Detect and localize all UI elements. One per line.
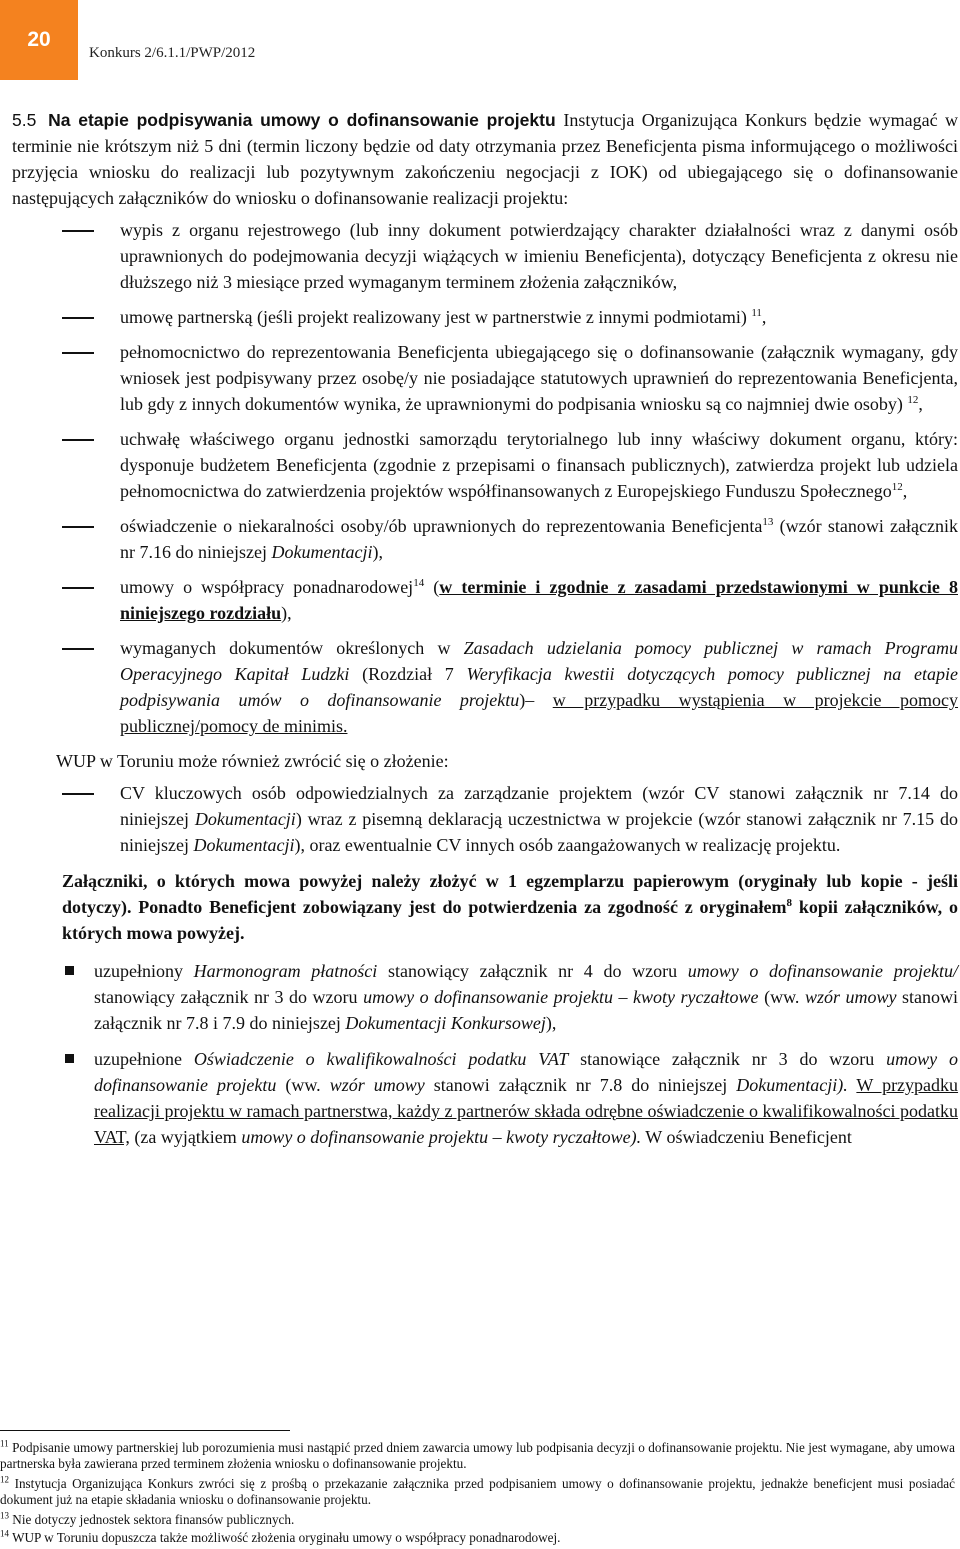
reference-link[interactable]: w terminie i zgodnie z zasadami przedstawionymi w punkcie 8 niniejszego rozdziału [120,577,958,623]
section-intro-text: Instytucja Organizująca Konkurs będzie wymagać w terminie nie krótszym niż 5 dni (termin liczony będzie od daty otrzymania przez Beneficjenta pisma informującego o możliwości przyjęcia wniosku do realizacji lub pozytywnym zakończeniu negocjacji z IOK) od ubiegającego się o dofinansowanie następujących załączników do wniosku o dofinansowanie realizacji projektu: [12,110,958,208]
footnote-ref[interactable]: 11 [751,307,762,319]
list-item: uchwałę właściwego organu jednostki samorządu terytorialnego lub inny właściwy dokument organu, który: dysponuje budżetem Beneficjenta (zgodnie z przepisami o finansach publicznych), zatwierdza projekt lub udziela pełnomocnictwa do zatwierdzenia projektów współfinansowanych z Europejskiego Funduszu Społecznego$^{12}$, [120,429,958,501]
footnote-ref[interactable]: 14 [413,577,425,589]
square-bullet-icon [65,966,74,975]
footnote-divider [0,1430,290,1431]
footnote-ref[interactable]: 12 [907,394,919,406]
document-header-title: Konkurs 2/6.1.1/PWP/2012 [89,45,256,61]
page-number-badge [0,0,78,80]
wup-intro: WUP w Toruniu może również zwrócić się o złożenie: [56,751,449,771]
footnote-ref[interactable]: 13 [762,516,774,528]
footnote-11: $^{11}$ Podpisanie umowy partnerskiej lub porozumienia musi nastąpić przed dniem zawarcia umowy lub podpisania decyzji o dofinansowanie projektu. Nie jest wymagane, aby umowa partnerska była zawierana przed terminem złożenia wniosku o dofinansowanie projektu. [0,1438,956,1471]
square-bullet-list [62,958,958,1150]
list-item: oświadczenie o niekaralności osoby/ób uprawnionych do reprezentowania Beneficjenta$^{13}$ (wzór stanowi załącznik nr 7.16 do niniejszej Dokumentacji), [120,516,959,562]
footnote-ref[interactable]: 12 [891,481,903,493]
list-item: uzupełniony Harmonogram płatności stanowiący załącznik nr 4 do wzoru umowy o dofinansowanie projektu/ stanowiący załącznik nr 3 do wzoru umowy o dofinansowanie projektu – kwoty ryczałtowe (ww. wzór umowy stanowi załącznik nr 7.8 i 7.9 do niniejszej Dokumentacji Konkursowej), [62,958,958,1036]
footnote-14: $^{14}$ WUP w Toruniu dopuszcza także możliwość złożenia oryginału umowy o współpracy ponadnarodowej. [0,1528,561,1545]
document-body [12,107,959,1160]
required-attachments-list [62,217,958,739]
list-item: umowę partnerską (jeśli projekt realizowany jest w partnerstwie z innymi podmiotami) $^{11}$, [120,307,767,327]
section-intro-bold: Na etapie podpisywania umowy o dofinansowanie projektu [48,110,556,130]
list-item: wypis z organu rejestrowego (lub inny dokument potwierdzający charakter działalności wraz z danymi osób uprawnionych do podejmowania decyzji wiążących w imieniu Beneficjenta), dotyczący Beneficjenta z okresu nie dłuższego niż 3 miesiące przed wymaganym terminem złożenia załączników, [120,220,958,292]
optional-attachments-list [62,780,958,858]
footnote-ref[interactable]: 8 [786,897,793,909]
list-item: umowy o współpracy ponadnarodowej$^{14}$ (w terminie i zgodnie z zasadami przedstawionymi w punkcie 8 niniejszego rozdziału), [120,577,958,623]
section-5-5-intro [12,107,958,211]
bold-paragraph: Załączniki, o których mowa powyżej należy złożyć w 1 egzemplarzu papierowym (oryginały lub kopie - jeśli dotyczy). Ponadto Beneficjent zobowiązany jest do potwierdzenia za zgodność z oryginałem$^8$ kopii załączników, o których mowa powyżej. [62,871,958,943]
footnote-12: $^{12}$ Instytucja Organizująca Konkurs zwróci się z prośbą o przekazanie załącznika przed podpisaniem umowy o dofinansowanie projektu, jednakże beneficjent musi posiadać dokument już na etapie składania wniosku o dofinansowanie projektu. [0,1474,956,1507]
list-item: wymaganych dokumentów określonych w Zasadach udzielania pomocy publicznej w ramach Programu Operacyjnego Kapitał Ludzki (Rozdział 7 Weryfikacja kwestii dotyczących pomocy publicznej na etapie podpisywania umów o dofinansowanie projektu)– w przypadku wystąpienia w projekcie pomocy publicznej/pomocy de minimis. [120,638,959,736]
square-bullet-icon [65,1054,74,1063]
list-item: pełnomocnictwo do reprezentowania Beneficjenta ubiegającego się o dofinansowanie (załącznik wymagany, gdy wniosek jest podpisywany przez osobę/y nie posiadające statutowych uprawnień do reprezentowania Beneficjenta, lub gdy z innych dokumentów wynika, że uprawnionymi do podpisania wniosku są co najmniej dwie osoby) $^{12}$, [120,342,958,414]
footnote-13: $^{13}$ Nie dotyczy jednostek sektora finansów publicznych. [0,1510,295,1527]
page-number: 20 [27,28,51,51]
section-number: 5.5 [12,110,37,130]
list-item: uzupełnione Oświadczenie o kwalifikowalności podatku VAT stanowiące załącznik nr 3 do wzoru umowy o dofinansowanie projektu (ww. wzór umowy stanowi załącznik nr 7.8 do niniejszej Dokumentacji). W przypadku realizacji projektu w ramach partnerstwa, każdy z partnerów składa odrębne oświadczenie o kwalifikowalności podatku VAT, (za wyjątkiem umowy o dofinansowanie projektu – kwoty ryczałtowe). W oświadczeniu Beneficjent [62,1046,958,1150]
list-item: CV kluczowych osób odpowiedzialnych za zarządzanie projektem (wzór CV stanowi załącznik nr 7.14 do niniejszej Dokumentacji) wraz z pisemną deklaracją uczestnictwa w projekcie (wzór stanowi załącznik nr 7.15 do niniejszej Dokumentacji), oraz ewentualnie CV innych osób zaangażowanych w realizację projektu. [120,783,959,855]
